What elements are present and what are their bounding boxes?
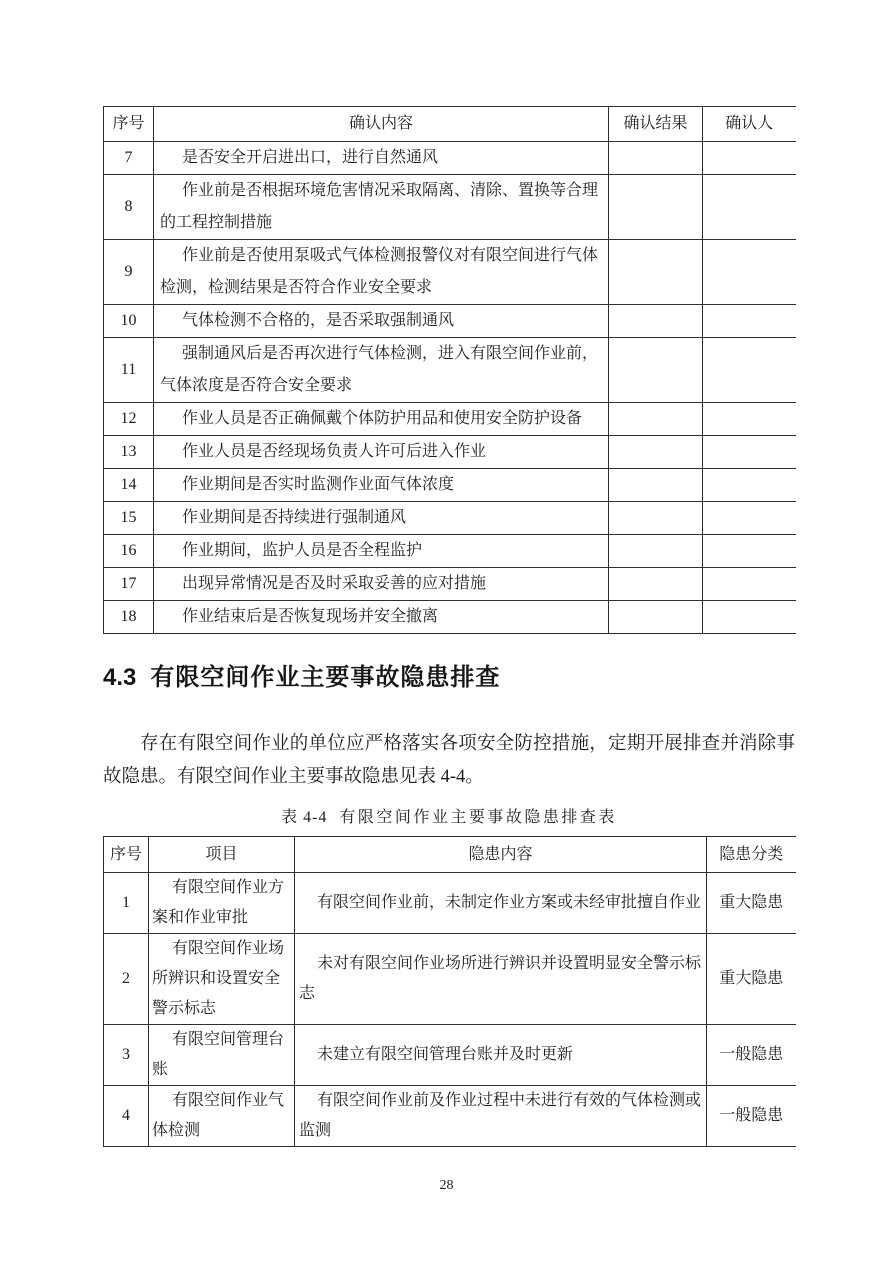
table-row [104,305,796,338]
table-caption [103,806,795,830]
row-number: 1 [104,873,149,934]
table-row [104,601,796,634]
table-row [104,469,796,502]
header-confirm-person: 确认人 [703,107,796,142]
table-header-row [104,837,796,873]
hazard-table-header [104,837,796,873]
row-number: 18 [104,601,154,634]
row-number: 10 [104,305,154,338]
row-number: 8 [104,175,154,240]
table-row [104,1025,796,1086]
hazard-item: 有限空间管理台账 [149,1025,295,1086]
hazard-item: 有限空间作业场所辨识和设置安全警示标志 [149,934,295,1025]
row-number: 3 [104,1025,149,1086]
confirm-person-cell [703,436,796,469]
hazard-category: 重大隐患 [707,934,796,1025]
confirm-person-cell [703,568,796,601]
confirm-content: 作业期间是否实时监测作业面气体浓度 [154,469,609,502]
confirm-person-cell [703,142,796,175]
header-confirm-result: 确认结果 [609,107,703,142]
header-hazard-content: 隐患内容 [295,837,707,873]
table-row [104,240,796,305]
confirm-person-cell [703,502,796,535]
confirm-content: 气体检测不合格的，是否采取强制通风 [154,305,609,338]
table-row [104,873,796,934]
confirm-result-cell [609,142,703,175]
confirm-result-cell [609,338,703,403]
confirm-result-cell [609,305,703,338]
confirm-content: 是否安全开启进出口，进行自然通风 [154,142,609,175]
header-seq: 序号 [104,837,149,873]
row-number: 14 [104,469,154,502]
confirm-result-cell [609,502,703,535]
confirm-person-cell [703,601,796,634]
confirm-content: 作业前是否使用泵吸式气体检测报警仪对有限空间进行气体检测，检测结果是否符合作业安全要求 [154,240,609,305]
confirm-content: 作业结束后是否恢复现场并安全撤离 [154,601,609,634]
confirm-person-cell [703,240,796,305]
row-number: 17 [104,568,154,601]
row-number: 9 [104,240,154,305]
hazard-category: 一般隐患 [707,1086,796,1147]
body-paragraph: 存在有限空间作业的单位应严格落实各项安全防控措施，定期开展排查并消除事故隐患。有限空间作业主要事故隐患见表 4-4。 [103,734,795,787]
confirm-result-cell [609,403,703,436]
hazard-content: 有限空间作业前及作业过程中未进行有效的气体检测或监测 [295,1086,707,1147]
header-confirm-content: 确认内容 [154,107,609,142]
confirm-content: 强制通风后是否再次进行气体检测，进入有限空间作业前，气体浓度是否符合安全要求 [154,338,609,403]
confirm-content: 作业期间，监护人员是否全程监护 [154,535,609,568]
table-row [104,1086,796,1147]
confirm-content: 作业人员是否正确佩戴个体防护用品和使用安全防护设备 [154,403,609,436]
hazard-category: 重大隐患 [707,873,796,934]
table-row [104,568,796,601]
confirm-person-cell [703,403,796,436]
table-row [104,142,796,175]
section-number: 4.3 [103,664,137,691]
confirm-person-cell [703,469,796,502]
hazard-content: 有限空间作业前，未制定作业方案或未经审批擅自作业 [295,873,707,934]
confirm-person-cell [703,305,796,338]
table-row [104,436,796,469]
header-hazard-category: 隐患分类 [707,837,796,873]
confirm-result-cell [609,601,703,634]
row-number: 16 [104,535,154,568]
row-number: 13 [104,436,154,469]
confirm-content: 出现异常情况是否及时采取妥善的应对措施 [154,568,609,601]
confirm-result-cell [609,568,703,601]
confirm-result-cell [609,469,703,502]
row-number: 4 [104,1086,149,1147]
hazard-content: 未建立有限空间管理台账并及时更新 [295,1025,707,1086]
confirm-person-cell [703,175,796,240]
header-seq: 序号 [104,107,154,142]
row-number: 12 [104,403,154,436]
confirm-content: 作业人员是否经现场负责人许可后进入作业 [154,436,609,469]
table-row [104,502,796,535]
header-item: 项目 [149,837,295,873]
confirm-result-cell [609,175,703,240]
table-caption-label: 表 4-4 [281,809,328,826]
row-number: 11 [104,338,154,403]
confirm-content: 作业期间是否持续进行强制通风 [154,502,609,535]
row-number: 15 [104,502,154,535]
confirm-person-cell [703,535,796,568]
hazard-content: 未对有限空间作业场所进行辨识并设置明显安全警示标志 [295,934,707,1025]
hazard-item: 有限空间作业方案和作业审批 [149,873,295,934]
document-page-content [103,0,795,1147]
confirm-content: 作业前是否根据环境危害情况采取隔离、清除、置换等合理的工程控制措施 [154,175,609,240]
table-header-row [104,107,796,142]
table-row [104,403,796,436]
hazard-item: 有限空间作业气体检测 [149,1086,295,1147]
confirm-result-cell [609,535,703,568]
row-number: 7 [104,142,154,175]
confirmation-table-header [104,107,796,142]
confirm-person-cell [703,338,796,403]
section-heading [103,662,795,694]
table-row [104,535,796,568]
page-number: 28 [439,1178,454,1193]
confirm-result-cell [609,240,703,305]
table-row [104,175,796,240]
table-row [104,934,796,1025]
section-title: 有限空间作业主要事故隐患排查 [150,664,501,691]
hazard-category: 一般隐患 [707,1025,796,1086]
hazard-table [103,836,796,1147]
table-row [104,338,796,403]
row-number: 2 [104,934,149,1025]
table-caption-title: 有限空间作业主要事故隐患排查表 [339,809,617,826]
confirm-result-cell [609,436,703,469]
confirmation-table [103,106,796,634]
